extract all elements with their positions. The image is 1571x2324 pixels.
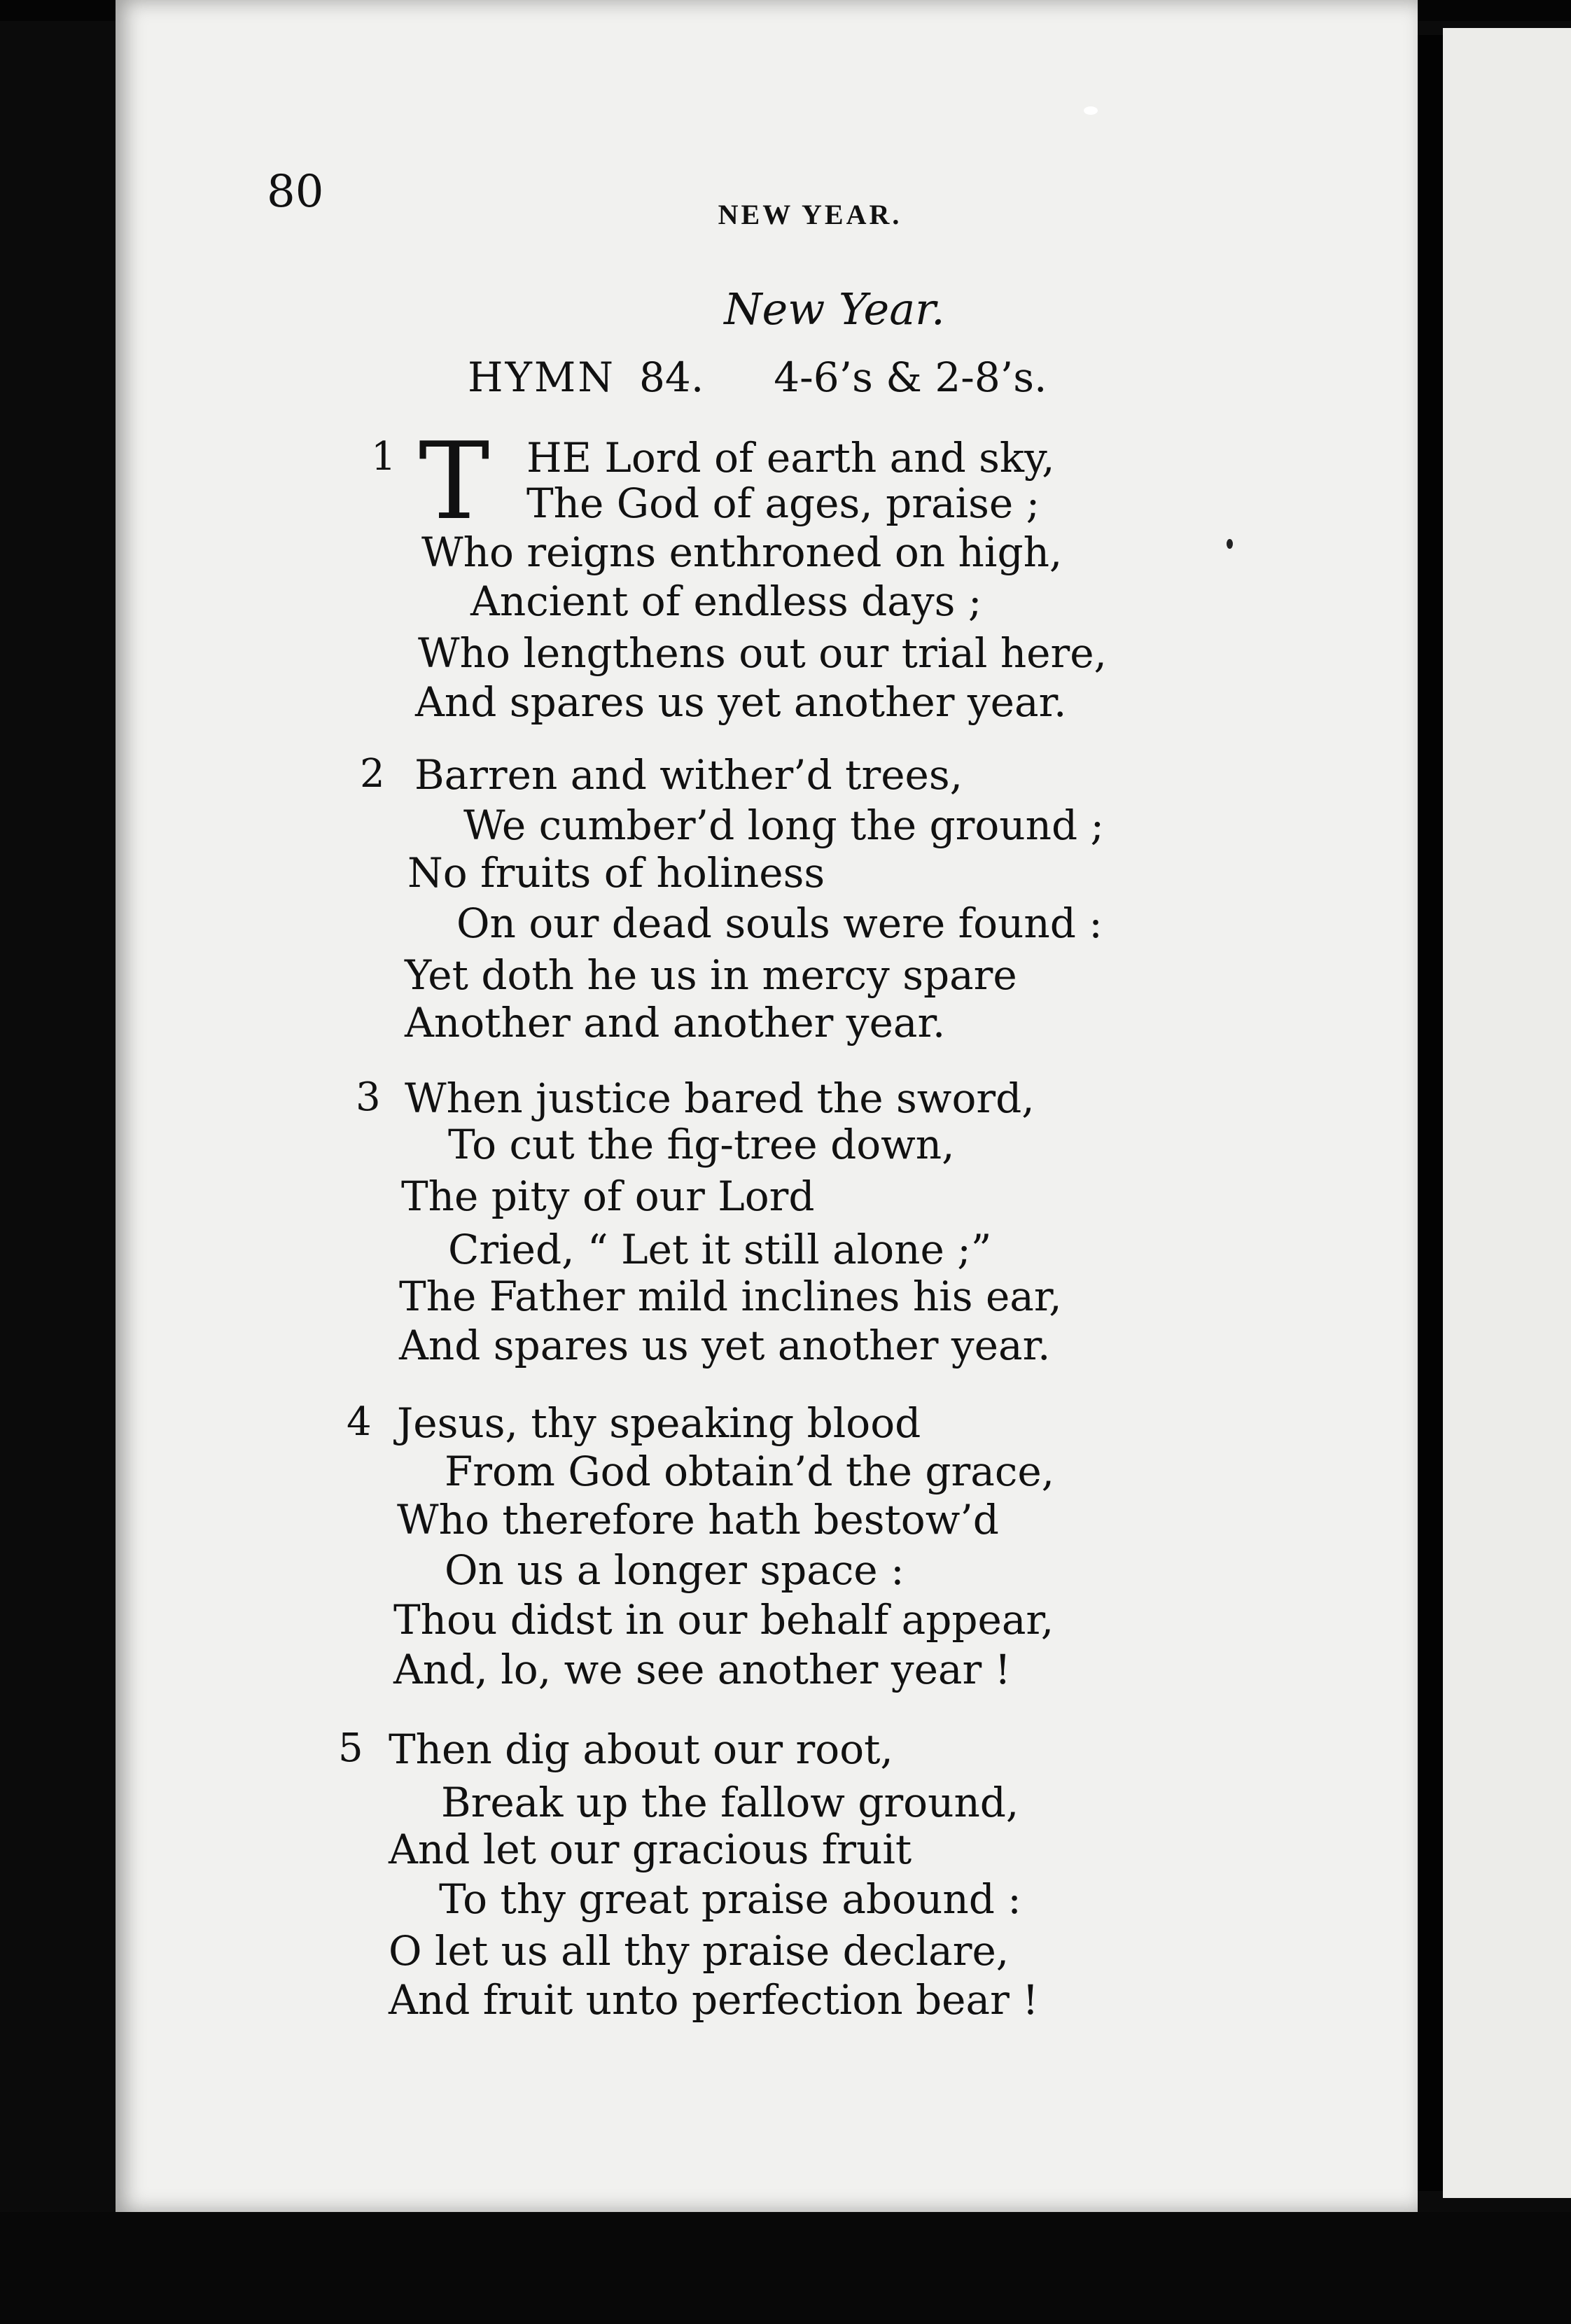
stanza-number: 3 [356,1074,381,1120]
ink-speck [1084,106,1098,115]
hymn-heading [468,354,1047,401]
verse-line: Who reigns enthroned on high, [421,528,1063,576]
adjacent-page-edge [1443,28,1571,2198]
verse-line: Ancient of endless days ; [470,578,982,625]
verse-line: The Father mild inclines his ear, [399,1273,1062,1320]
stanza-number: 5 [338,1726,363,1771]
page-number: 80 [267,166,324,218]
verse-line: Break up the fallow ground, [441,1779,1019,1826]
verse-line: When justice bared the sword, [405,1074,1035,1122]
hymn-title: HYMN [468,354,616,401]
verse-line: The God of ages, praise ; [526,479,1040,527]
verse-line: And let our gracious fruit [389,1826,912,1873]
verse-line: Barren and wither’d trees, [414,751,963,799]
book-gutter [1418,35,1443,2191]
verse-line: To cut the fig-tree down, [448,1121,955,1168]
drop-cap: T [419,419,490,543]
verse-line: To thy great praise abound : [439,1875,1021,1923]
verse-line: Jesus, thy speaking blood [397,1399,921,1447]
verse-line: Then dig about our root, [389,1726,893,1773]
stanza-number: 4 [347,1399,372,1445]
verse-line: And, lo, we see another year ! [393,1646,1011,1693]
running-head: NEW YEAR. [718,199,902,230]
stanza-number: 1 [371,434,396,479]
scan-border-bottom [0,2212,1571,2324]
verse-line: And spares us yet another year. [399,1322,1051,1369]
verse-line: Yet doth he us in mercy spare [405,951,1017,999]
section-heading: New Year. [724,284,945,335]
verse-line: We cumber’d long the ground ; [463,802,1105,849]
verse-line: Thou didst in our behalf appear, [393,1596,1054,1644]
hymn-meter: 4-6’s & 2-8’s. [774,354,1047,401]
verse-line: Who lengthens out our trial here, [418,629,1107,677]
ink-speck [1227,539,1233,549]
verse-line: O let us all thy praise declare, [389,1927,1010,1975]
verse-line: No fruits of holiness [407,849,825,897]
verse-line: Another and another year. [405,999,946,1046]
verse-line: On us a longer space : [445,1546,905,1594]
verse-line: HE Lord of earth and sky, [526,434,1055,482]
verse-line: The pity of our Lord [401,1172,815,1220]
verse-line: And fruit unto perfection bear ! [389,1976,1039,2024]
verse-line: Who therefore hath bestow’d [397,1496,999,1544]
stanza-number: 2 [360,751,385,797]
verse-line: From God obtain’d the grace, [445,1448,1055,1495]
verse-line: Cried, “ Let it still alone ;” [448,1226,992,1273]
verse-line: On our dead souls were found : [456,899,1103,947]
verse-line: And spares us yet another year. [415,678,1067,726]
hymn-number: 84. [639,354,704,401]
